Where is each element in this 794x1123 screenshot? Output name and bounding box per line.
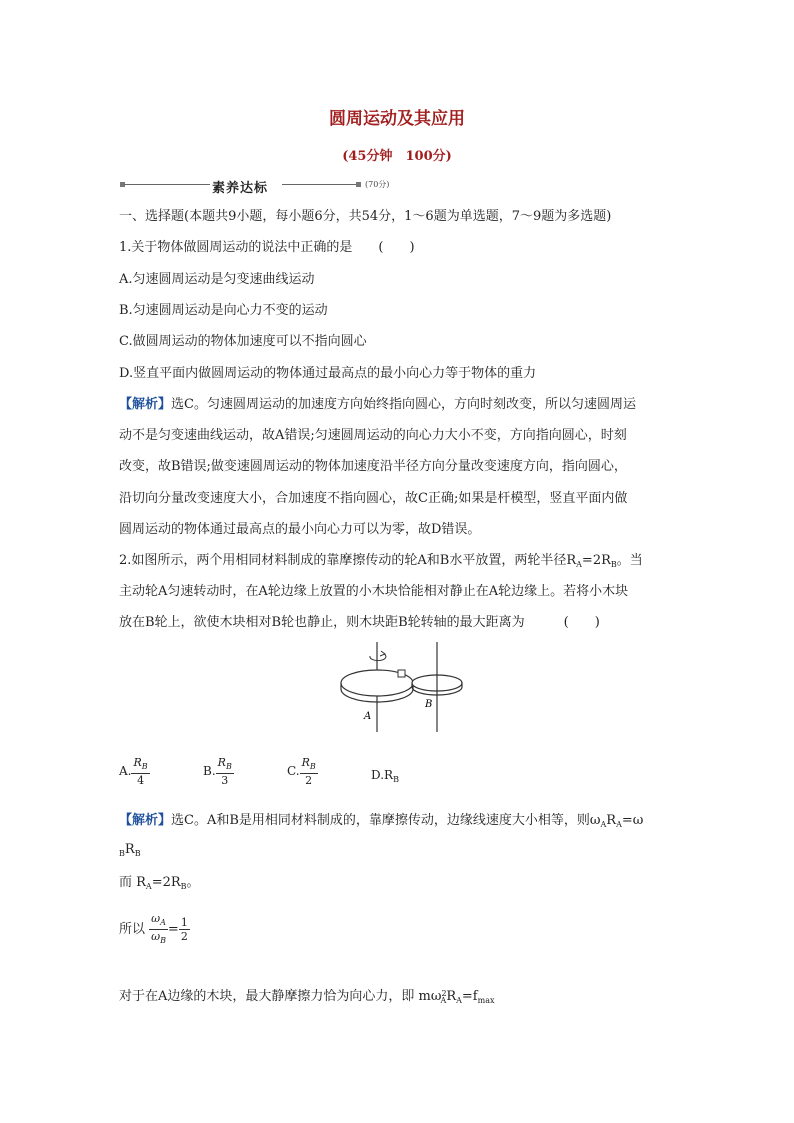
page-subtitle: (45分钟 100分) [342, 149, 452, 164]
q2-option-c: C. $\frac{R_B}{2}$ [287, 756, 316, 787]
label-a: A [364, 711, 372, 722]
q2-stem-line-1: 2.如图所示，两个用相同材料制成的靠摩擦传动的轮A和B水平放置，两轮半径$R_A=2R_B$。当 [119, 553, 643, 569]
section-label: 素养达标 [212, 181, 269, 196]
q2-ratio-line: 所以 $\frac{\omega_A}{\omega_B}$ = $\frac{1}{2}$ [119, 912, 188, 945]
q2-last-line: 对于在A边缘的木块，最大静摩擦力恰为向心力，即 $m\omega^2_AR_A=f_{max}$ [119, 989, 495, 1005]
q1-option-c: C.做圆周运动的物体加速度可以不指向圆心 [119, 334, 367, 349]
q1-option-d: D.竖直平面内做圆周运动的物体通过最高点的最小向心力等于物体的重力 [119, 366, 537, 381]
q2-analysis-line-1: 【解析】选C。A和B是用相同材料制成的，靠摩擦传动，边缘线速度大小相等，则$\omega_AR_A=\omega$ [119, 813, 644, 829]
q2-option-d: $D.R_B$ [371, 768, 399, 784]
q2-option-b: B. $\frac{R_B}{3}$ [203, 756, 232, 787]
q1-option-b: B.匀速圆周运动是向心力不变的运动 [119, 303, 328, 318]
q1-analysis-line-1: 【解析】选C。匀速圆周运动的加速度方向始终指向圆心，方向时刻改变，所以匀速圆周运 [119, 397, 636, 412]
q1-analysis-line-4: 沿切向分量改变速度大小，合加速度不指向圆心，故C正确;如果是杆模型，竖直平面内做 [119, 491, 628, 506]
bar-line-left [124, 184, 210, 185]
analysis-tag-2: 【解析】 [119, 813, 172, 828]
q2-stem-line-3: 放在B轮上，欲使木块相对B轮也静止，则木块距B轮转轴的最大距离为 ( ) [119, 615, 600, 630]
analysis-tag: 【解析】 [119, 397, 172, 412]
bar-line-right [282, 184, 356, 185]
label-b: B [425, 699, 433, 710]
section-score: (70分) [365, 180, 390, 189]
section-bar [120, 177, 390, 196]
wood-block [398, 670, 405, 677]
q1-analysis-line-2: 动不是匀变速曲线运动，故A错误;匀速圆周运动的向心力大小不变，方向指向圆心，时刻 [119, 428, 627, 443]
q2-option-a: A. $\frac{R_B}{4}$ [119, 756, 148, 787]
q2-analysis-line-2: $_BR_B$ [119, 842, 141, 858]
bar-dot-right [356, 182, 361, 187]
page-title: 圆周运动及其应用 [329, 109, 465, 129]
section-heading: 一、选择题(本题共9小题，每小题6分，共54分，1～6题为单选题，7～9题为多选题) [119, 209, 612, 224]
q1-analysis-line-3: 改变，故B错误;做变速圆周运动的物体加速度沿半径方向分量改变速度方向，指向圆心， [119, 459, 627, 474]
q2-equation-r: 而 $R_A=2R_B$。 [119, 875, 200, 891]
q2-stem-line-2: 主动轮A匀速转动时，在A轮边缘上放置的小木块恰能相对静止在A轮边缘上。若将小木块 [119, 584, 629, 599]
q1-stem: 1.关于物体做圆周运动的说法中正确的是 ( ) [119, 240, 415, 255]
q1-analysis-line-5: 圆周运动的物体通过最高点的最小向心力可以为零，故D错误。 [119, 522, 481, 537]
q1-option-a: A.匀速圆周运动是匀变速曲线运动 [119, 272, 315, 287]
wheels-figure [330, 640, 470, 735]
